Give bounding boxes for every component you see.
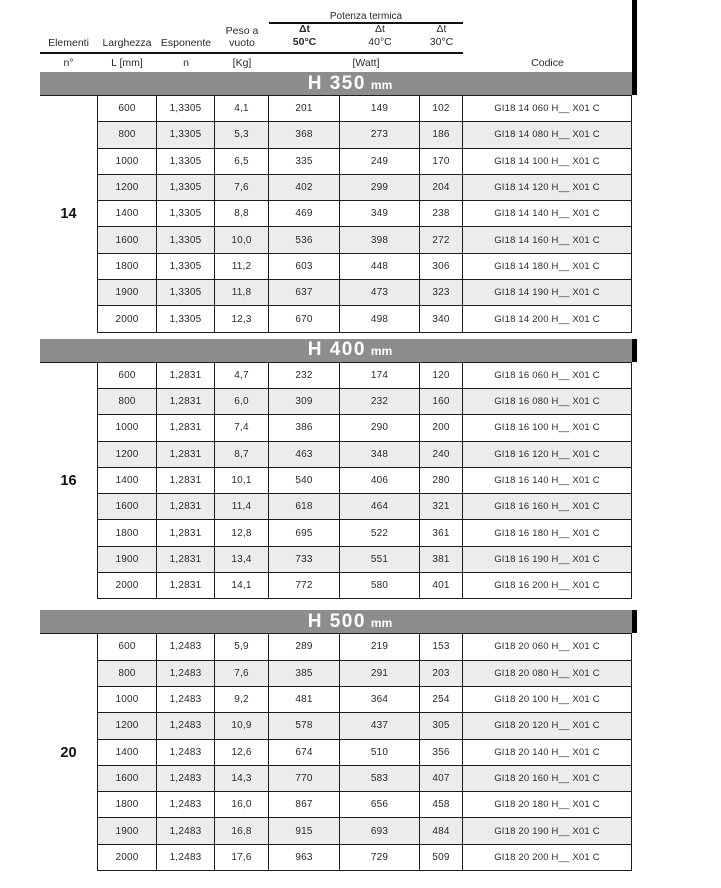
cell-peso: 5,9 bbox=[215, 634, 269, 660]
table-row bbox=[40, 201, 632, 227]
cell-esponente: 1,3305 bbox=[157, 254, 215, 280]
cell-esponente: 1,2483 bbox=[157, 792, 215, 818]
cell-dt30: 356 bbox=[420, 740, 463, 766]
cell-esponente: 1,2483 bbox=[157, 634, 215, 660]
cell-codice: GI18 20 200 H__ X01 C bbox=[463, 845, 632, 871]
cell-peso: 10,0 bbox=[215, 227, 269, 253]
cell-dt30: 340 bbox=[420, 306, 463, 332]
cell-codice: GI18 16 140 H__ X01 C bbox=[463, 468, 632, 494]
cell-larghezza: 600 bbox=[97, 363, 157, 389]
cell-larghezza: 800 bbox=[97, 389, 157, 415]
cell-larghezza: 2000 bbox=[97, 573, 157, 599]
section-title-unit: mm bbox=[370, 615, 393, 630]
cell-dt40: 522 bbox=[340, 520, 420, 546]
elementi-count: 20 bbox=[60, 744, 77, 761]
section-banner bbox=[40, 610, 632, 633]
cell-dt30: 153 bbox=[420, 634, 463, 660]
cell-dt50: 232 bbox=[269, 363, 340, 389]
cell-dt40: 364 bbox=[340, 687, 420, 713]
cell-esponente: 1,3305 bbox=[157, 149, 215, 175]
section-rows bbox=[40, 95, 632, 333]
cell-dt40: 656 bbox=[340, 792, 420, 818]
cell-codice: GI18 14 190 H__ X01 C bbox=[463, 280, 632, 306]
cell-codice: GI18 14 160 H__ X01 C bbox=[463, 227, 632, 253]
subheader-n: n° bbox=[63, 57, 74, 69]
cell-dt40: 551 bbox=[340, 547, 420, 573]
cell-esponente: 1,2831 bbox=[157, 468, 215, 494]
cell-dt40: 398 bbox=[340, 227, 420, 253]
cell-codice: GI18 20 100 H__ X01 C bbox=[463, 687, 632, 713]
cell-peso: 11,2 bbox=[215, 254, 269, 280]
cell-dt40: 348 bbox=[340, 442, 420, 468]
cell-larghezza: 800 bbox=[97, 122, 157, 148]
cell-larghezza: 1400 bbox=[97, 740, 157, 766]
table-row bbox=[40, 740, 632, 766]
cell-esponente: 1,2483 bbox=[157, 845, 215, 871]
subheader-watt: [Watt] bbox=[352, 57, 380, 69]
elementi-count: 14 bbox=[60, 206, 77, 223]
cell-codice: GI18 16 060 H__ X01 C bbox=[463, 363, 632, 389]
subheader-lmm: L [mm] bbox=[111, 57, 143, 69]
section-title-unit: mm bbox=[370, 77, 393, 92]
cell-larghezza: 800 bbox=[97, 661, 157, 687]
cell-dt40: 219 bbox=[340, 634, 420, 660]
cell-dt30: 305 bbox=[420, 713, 463, 739]
section-title-height: H 350 bbox=[307, 72, 366, 94]
cell-dt30: 401 bbox=[420, 573, 463, 599]
cell-dt50: 578 bbox=[269, 713, 340, 739]
cell-codice: GI18 14 180 H__ X01 C bbox=[463, 254, 632, 280]
cell-larghezza: 1800 bbox=[97, 520, 157, 546]
cell-dt40: 473 bbox=[340, 280, 420, 306]
cell-larghezza: 1600 bbox=[97, 494, 157, 520]
cell-dt30: 458 bbox=[420, 792, 463, 818]
table-row bbox=[40, 415, 632, 441]
cell-peso: 12,6 bbox=[215, 740, 269, 766]
cell-codice: GI18 20 080 H__ X01 C bbox=[463, 661, 632, 687]
cell-dt50: 674 bbox=[269, 740, 340, 766]
cell-dt40: 349 bbox=[340, 201, 420, 227]
cell-peso: 5,3 bbox=[215, 122, 269, 148]
cell-larghezza: 1600 bbox=[97, 766, 157, 792]
cell-codice: GI18 14 140 H__ X01 C bbox=[463, 201, 632, 227]
cell-peso: 16,8 bbox=[215, 818, 269, 844]
cell-codice: GI18 16 120 H__ X01 C bbox=[463, 442, 632, 468]
cell-dt30: 200 bbox=[420, 415, 463, 441]
table-row bbox=[40, 845, 632, 871]
cell-peso: 6,5 bbox=[215, 149, 269, 175]
cell-dt30: 306 bbox=[420, 254, 463, 280]
table-row bbox=[40, 227, 632, 253]
cell-esponente: 1,3305 bbox=[157, 122, 215, 148]
table-row bbox=[40, 494, 632, 520]
cell-dt30: 361 bbox=[420, 520, 463, 546]
cell-larghezza: 1200 bbox=[97, 713, 157, 739]
elementi-count: 16 bbox=[60, 473, 77, 489]
section-title bbox=[308, 73, 393, 95]
col-header-dt30 bbox=[420, 23, 463, 52]
cell-dt40: 448 bbox=[340, 254, 420, 280]
sections-container bbox=[0, 72, 721, 871]
table-row bbox=[40, 280, 632, 306]
cell-dt30: 321 bbox=[420, 494, 463, 520]
table-row bbox=[40, 254, 632, 280]
cell-esponente: 1,3305 bbox=[157, 306, 215, 332]
cell-peso: 10,9 bbox=[215, 713, 269, 739]
height-section bbox=[40, 339, 632, 600]
cell-larghezza: 1000 bbox=[97, 415, 157, 441]
table-row bbox=[40, 547, 632, 573]
cell-larghezza: 600 bbox=[97, 96, 157, 122]
cell-dt40: 290 bbox=[340, 415, 420, 441]
section-title bbox=[308, 611, 393, 633]
table-row bbox=[40, 818, 632, 844]
cell-larghezza: 1400 bbox=[97, 201, 157, 227]
cell-codice: GI18 16 100 H__ X01 C bbox=[463, 415, 632, 441]
table-row bbox=[40, 122, 632, 148]
cell-peso: 7,4 bbox=[215, 415, 269, 441]
cell-dt50: 201 bbox=[269, 96, 340, 122]
table-row bbox=[40, 661, 632, 687]
table-row bbox=[40, 306, 632, 332]
potenza-termica-group-label: Potenza termica bbox=[329, 11, 403, 22]
cell-dt50: 637 bbox=[269, 280, 340, 306]
cell-codice: GI18 14 200 H__ X01 C bbox=[463, 306, 632, 332]
table-row bbox=[40, 634, 632, 660]
cell-dt30: 254 bbox=[420, 687, 463, 713]
cell-esponente: 1,3305 bbox=[157, 96, 215, 122]
cell-larghezza: 1900 bbox=[97, 280, 157, 306]
cell-esponente: 1,2831 bbox=[157, 363, 215, 389]
cell-dt50: 963 bbox=[269, 845, 340, 871]
cell-dt40: 273 bbox=[340, 122, 420, 148]
table-row bbox=[40, 766, 632, 792]
section-rows bbox=[40, 362, 632, 600]
cell-esponente: 1,2831 bbox=[157, 442, 215, 468]
cell-dt30: 509 bbox=[420, 845, 463, 871]
cell-codice: GI18 16 180 H__ X01 C bbox=[463, 520, 632, 546]
banner-accent-bar bbox=[632, 610, 637, 633]
section-title bbox=[308, 339, 393, 361]
cell-dt50: 603 bbox=[269, 254, 340, 280]
table-row bbox=[40, 687, 632, 713]
cell-dt40: 299 bbox=[340, 175, 420, 201]
cell-peso: 8,7 bbox=[215, 442, 269, 468]
dt30-symbol: Δt bbox=[436, 22, 447, 35]
cell-dt40: 406 bbox=[340, 468, 420, 494]
cell-dt30: 238 bbox=[420, 201, 463, 227]
cell-larghezza: 1200 bbox=[97, 442, 157, 468]
cell-esponente: 1,2831 bbox=[157, 494, 215, 520]
cell-esponente: 1,2831 bbox=[157, 415, 215, 441]
cell-larghezza: 2000 bbox=[97, 306, 157, 332]
cell-peso: 14,3 bbox=[215, 766, 269, 792]
cell-larghezza: 1000 bbox=[97, 149, 157, 175]
cell-peso: 13,4 bbox=[215, 547, 269, 573]
cell-dt30: 381 bbox=[420, 547, 463, 573]
section-title-unit: mm bbox=[370, 344, 393, 359]
cell-esponente: 1,2483 bbox=[157, 661, 215, 687]
cell-codice: GI18 16 200 H__ X01 C bbox=[463, 573, 632, 599]
dt50-symbol: Δt bbox=[298, 22, 311, 35]
cell-peso: 8,8 bbox=[215, 201, 269, 227]
cell-dt50: 915 bbox=[269, 818, 340, 844]
cell-esponente: 1,2831 bbox=[157, 520, 215, 546]
cell-dt40: 510 bbox=[340, 740, 420, 766]
cell-dt40: 174 bbox=[340, 363, 420, 389]
cell-dt50: 368 bbox=[269, 122, 340, 148]
cell-dt50: 309 bbox=[269, 389, 340, 415]
section-title-height: H 400 bbox=[307, 339, 366, 361]
cell-dt30: 203 bbox=[420, 661, 463, 687]
cell-dt30: 120 bbox=[420, 363, 463, 389]
cell-peso: 4,1 bbox=[215, 96, 269, 122]
cell-esponente: 1,3305 bbox=[157, 227, 215, 253]
col-header-esponente: Esponente bbox=[160, 37, 212, 49]
cell-codice: GI18 20 140 H__ X01 C bbox=[463, 740, 632, 766]
cell-codice: GI18 14 080 H__ X01 C bbox=[463, 122, 632, 148]
cell-dt50: 335 bbox=[269, 149, 340, 175]
cell-peso: 7,6 bbox=[215, 661, 269, 687]
cell-esponente: 1,2831 bbox=[157, 573, 215, 599]
col-header-codice: Codice bbox=[531, 57, 564, 69]
cell-codice: GI18 16 190 H__ X01 C bbox=[463, 547, 632, 573]
height-section bbox=[40, 72, 632, 333]
table-row bbox=[40, 389, 632, 415]
cell-codice: GI18 20 120 H__ X01 C bbox=[463, 713, 632, 739]
cell-codice: GI18 14 100 H__ X01 C bbox=[463, 149, 632, 175]
cell-dt30: 280 bbox=[420, 468, 463, 494]
table-row bbox=[40, 149, 632, 175]
subheader-kg: [Kg] bbox=[232, 57, 252, 69]
cell-dt40: 498 bbox=[340, 306, 420, 332]
cell-dt30: 170 bbox=[420, 149, 463, 175]
cell-esponente: 1,2483 bbox=[157, 766, 215, 792]
cell-dt50: 695 bbox=[269, 520, 340, 546]
table-row bbox=[40, 468, 632, 494]
cell-peso: 11,8 bbox=[215, 280, 269, 306]
cell-dt30: 240 bbox=[420, 442, 463, 468]
section-banner bbox=[40, 72, 632, 95]
cell-codice: GI18 20 190 H__ X01 C bbox=[463, 818, 632, 844]
section-title-height: H 500 bbox=[307, 610, 366, 632]
cell-peso: 12,8 bbox=[215, 520, 269, 546]
cell-dt30: 102 bbox=[420, 96, 463, 122]
cell-larghezza: 1400 bbox=[97, 468, 157, 494]
cell-dt40: 291 bbox=[340, 661, 420, 687]
cell-peso: 17,6 bbox=[215, 845, 269, 871]
cell-dt50: 402 bbox=[269, 175, 340, 201]
cell-codice: GI18 20 160 H__ X01 C bbox=[463, 766, 632, 792]
cell-dt30: 204 bbox=[420, 175, 463, 201]
cell-dt50: 733 bbox=[269, 547, 340, 573]
cell-dt30: 160 bbox=[420, 389, 463, 415]
cell-larghezza: 1900 bbox=[97, 818, 157, 844]
cell-dt40: 464 bbox=[340, 494, 420, 520]
cell-dt50: 463 bbox=[269, 442, 340, 468]
cell-esponente: 1,3305 bbox=[157, 175, 215, 201]
cell-esponente: 1,3305 bbox=[157, 201, 215, 227]
cell-peso: 12,3 bbox=[215, 306, 269, 332]
col-header-dt40 bbox=[340, 23, 420, 52]
cell-dt50: 536 bbox=[269, 227, 340, 253]
cell-peso: 11,4 bbox=[215, 494, 269, 520]
cell-codice: GI18 14 060 H__ X01 C bbox=[463, 96, 632, 122]
dt50-temp: 50°C bbox=[292, 35, 317, 48]
cell-larghezza: 1600 bbox=[97, 227, 157, 253]
cell-esponente: 1,2483 bbox=[157, 740, 215, 766]
cell-dt50: 540 bbox=[269, 468, 340, 494]
cell-dt50: 867 bbox=[269, 792, 340, 818]
dt30-temp: 30°C bbox=[429, 35, 454, 48]
col-header-dt50 bbox=[269, 23, 340, 52]
cell-esponente: 1,2831 bbox=[157, 547, 215, 573]
cell-larghezza: 2000 bbox=[97, 845, 157, 871]
cell-dt30: 272 bbox=[420, 227, 463, 253]
col-header-peso: Peso a vuoto bbox=[225, 25, 259, 49]
cell-dt50: 772 bbox=[269, 573, 340, 599]
banner-accent-bar bbox=[632, 0, 637, 95]
cell-dt50: 670 bbox=[269, 306, 340, 332]
cell-esponente: 1,2483 bbox=[157, 818, 215, 844]
cell-peso: 9,2 bbox=[215, 687, 269, 713]
cell-dt40: 693 bbox=[340, 818, 420, 844]
table-row bbox=[40, 175, 632, 201]
col-header-larghezza: Larghezza bbox=[102, 37, 152, 49]
cell-peso: 14,1 bbox=[215, 573, 269, 599]
dt40-symbol: Δt bbox=[375, 22, 385, 35]
cell-dt30: 186 bbox=[420, 122, 463, 148]
cell-dt40: 729 bbox=[340, 845, 420, 871]
col-header-elementi: Elementi bbox=[48, 37, 89, 49]
section-rows bbox=[40, 633, 632, 871]
cell-codice: GI18 16 080 H__ X01 C bbox=[463, 389, 632, 415]
cell-dt50: 770 bbox=[269, 766, 340, 792]
cell-larghezza: 1900 bbox=[97, 547, 157, 573]
cell-codice: GI18 20 060 H__ X01 C bbox=[463, 634, 632, 660]
cell-dt40: 149 bbox=[340, 96, 420, 122]
cell-dt50: 289 bbox=[269, 634, 340, 660]
table-row bbox=[40, 520, 632, 546]
banner-accent-bar bbox=[632, 339, 637, 362]
cell-dt30: 323 bbox=[420, 280, 463, 306]
cell-larghezza: 600 bbox=[97, 634, 157, 660]
cell-esponente: 1,2831 bbox=[157, 389, 215, 415]
cell-peso: 16,0 bbox=[215, 792, 269, 818]
cell-dt40: 583 bbox=[340, 766, 420, 792]
cell-peso: 7,6 bbox=[215, 175, 269, 201]
table-row bbox=[40, 792, 632, 818]
cell-dt40: 580 bbox=[340, 573, 420, 599]
dt40-temp: 40°C bbox=[368, 35, 392, 48]
cell-larghezza: 1200 bbox=[97, 175, 157, 201]
table-row bbox=[40, 96, 632, 122]
cell-esponente: 1,3305 bbox=[157, 280, 215, 306]
cell-dt40: 437 bbox=[340, 713, 420, 739]
table-row bbox=[40, 442, 632, 468]
cell-dt50: 385 bbox=[269, 661, 340, 687]
table-row bbox=[40, 573, 632, 599]
cell-dt50: 469 bbox=[269, 201, 340, 227]
cell-codice: GI18 20 180 H__ X01 C bbox=[463, 792, 632, 818]
cell-esponente: 1,2483 bbox=[157, 687, 215, 713]
cell-dt30: 484 bbox=[420, 818, 463, 844]
cell-codice: GI18 16 160 H__ X01 C bbox=[463, 494, 632, 520]
cell-larghezza: 1800 bbox=[97, 792, 157, 818]
section-banner bbox=[40, 339, 632, 362]
cell-peso: 6,0 bbox=[215, 389, 269, 415]
cell-dt50: 386 bbox=[269, 415, 340, 441]
cell-dt50: 481 bbox=[269, 687, 340, 713]
cell-peso: 4,7 bbox=[215, 363, 269, 389]
cell-peso: 10,1 bbox=[215, 468, 269, 494]
cell-codice: GI18 14 120 H__ X01 C bbox=[463, 175, 632, 201]
subheader-esp: n bbox=[183, 57, 189, 69]
cell-esponente: 1,2483 bbox=[157, 713, 215, 739]
cell-dt40: 232 bbox=[340, 389, 420, 415]
table-header bbox=[40, 0, 632, 72]
table-row bbox=[40, 363, 632, 389]
height-section bbox=[40, 610, 632, 871]
table-row bbox=[40, 713, 632, 739]
cell-dt30: 407 bbox=[420, 766, 463, 792]
cell-larghezza: 1000 bbox=[97, 687, 157, 713]
cell-dt40: 249 bbox=[340, 149, 420, 175]
header-rule bbox=[40, 52, 463, 54]
cell-larghezza: 1800 bbox=[97, 254, 157, 280]
cell-dt50: 618 bbox=[269, 494, 340, 520]
